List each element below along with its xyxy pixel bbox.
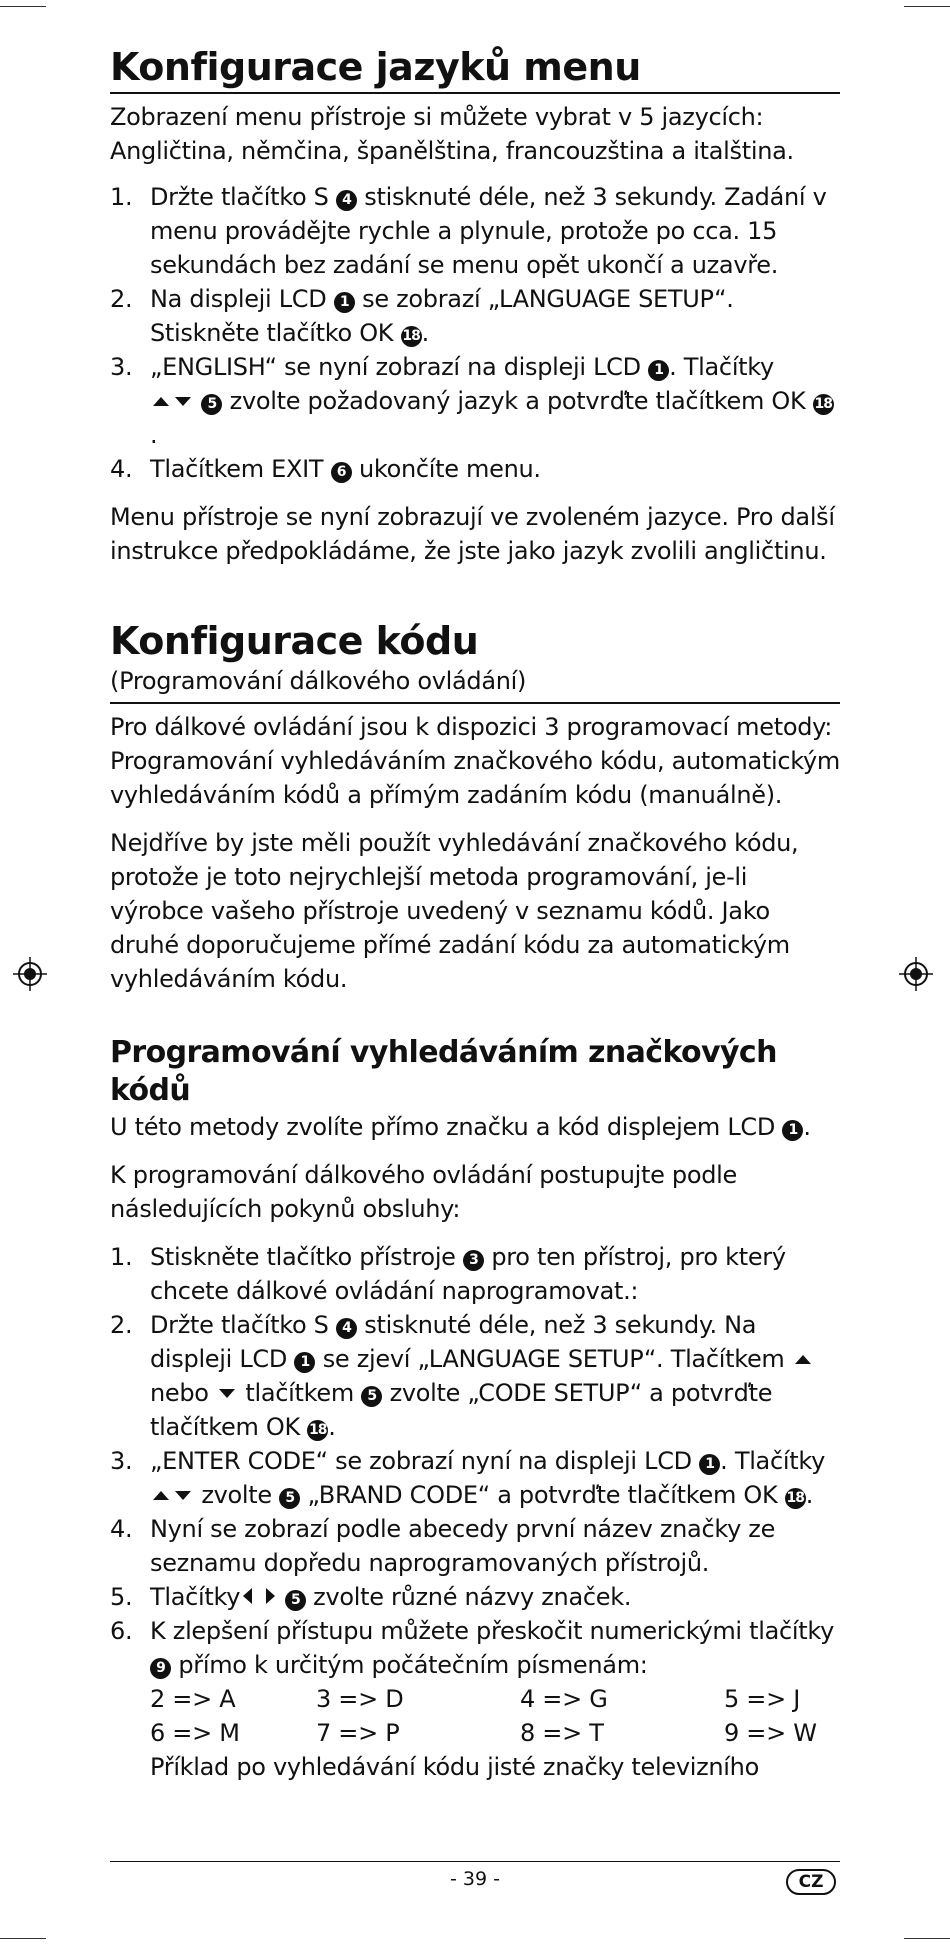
badge-icon: 6 (331, 462, 352, 483)
registration-mark-icon (13, 957, 47, 991)
badge-icon: 1 (334, 292, 355, 313)
list-item: 4. Tlačítkem EXIT 6 ukončíte menu. (110, 455, 541, 483)
badge-icon: 3 (463, 1250, 484, 1271)
crop-mark (0, 1938, 46, 1939)
arrow-down-icon (175, 1491, 191, 1500)
letter-code-row: 2 => A 3 => D 4 => G 5 => J (150, 1685, 801, 1713)
section-title-brand-search: Programování vyhledáváním značkových kódů (110, 1035, 777, 1108)
language-badge: CZ (786, 1869, 836, 1895)
badge-icon: 4 (336, 190, 357, 211)
list-item: 1. Stiskněte tlačítko přístroje 3 pro ten přístroj, pro který chcete dálkové ovládání naprogramovat.: (110, 1243, 786, 1305)
list-item: 3. „ENTER CODE“ se zobrazí nyní na displeji LCD 1 . Tlačítky zvolte 5 „BRAND CODE“ a potvrďte tlačítkem OK 18. (110, 1447, 825, 1509)
badge-icon: 5 (361, 1386, 382, 1407)
badge-icon: 18 (813, 394, 834, 415)
code-para-1: Pro dálkové ovládání jsou k dispozici 3 programovací metody: Programování vyhledáváním značkového kódu, automatickým vyhledáváním kódů a přímým zadáním kódu (manuálně). (110, 713, 841, 809)
badge-icon: 5 (285, 1590, 306, 1611)
code-para-2: Nejdříve by jste měli použít vyhledávání značkového kódu, protože je toto nejrychlejší metoda programování, je-li výrobce vašeho přístroje uvedený v seznamu kódů. Jako druhé doporučujeme přímé zadání kódu za automatickým vyhledáváním kódu. (110, 829, 799, 993)
list-item: 6. K zlepšení přístupu můžete přeskočit numerickými tlačítky 9 přímo k určitým počátečním písmenám: (110, 1617, 835, 1679)
section-title-language: Konfigurace jazyků menu (110, 45, 641, 89)
badge-icon: 18 (785, 1488, 806, 1509)
arrow-left-icon (243, 1588, 252, 1604)
arrow-up-icon (153, 397, 169, 406)
list-item: 3. „ENGLISH“ se nyní zobrazí na displeji LCD 1 . Tlačítky 5 zvolte požadovaný jazyk a potvrďte tlačítkem OK 18. (110, 353, 833, 449)
badge-icon: 4 (336, 1318, 357, 1339)
arrow-right-icon (266, 1588, 275, 1604)
badge-icon: 9 (150, 1658, 171, 1679)
brand-para: K programování dálkového ovládání postupujte podle následujících pokynů obsluhy: (110, 1161, 738, 1223)
badge-icon: 18 (401, 326, 422, 347)
language-intro: Zobrazení menu přístroje si můžete vybrat v 5 jazycích: Angličtina, němčina, španělština, francouzština a italština. (110, 103, 794, 165)
crop-mark (904, 6, 950, 7)
badge-icon: 1 (699, 1454, 720, 1475)
arrow-down-icon (175, 397, 191, 406)
section-title-code: Konfigurace kódu (110, 619, 479, 663)
list-item: 2. Držte tlačítko S 4 stisknuté déle, než 3 sekundy. Na displeji LCD 1 se zjeví „LANGUAGE SETUP“. Tlačítkem nebo tlačítkem 5 zvolte „CODE SETUP“ a potvrďte tlačítkem OK 18. (110, 1308, 840, 1444)
badge-icon: 1 (648, 360, 669, 381)
badge-icon: 18 (307, 1420, 328, 1441)
badge-icon: 5 (279, 1488, 300, 1509)
crop-mark (0, 6, 46, 7)
letter-code-row: 6 => M 7 => P 8 => T 9 => W (150, 1719, 817, 1747)
page-number: - 39 - (450, 1868, 500, 1890)
page-content (110, 0, 840, 1784)
crop-mark (904, 1938, 950, 1939)
example-text: Příklad po vyhledávání kódu jisté značky televizního (150, 1753, 759, 1781)
language-outro: Menu přístroje se nyní zobrazují ve zvoleném jazyce. Pro další instrukce předpokládáme, že jste jako jazyk zvolili angličtinu. (110, 503, 835, 565)
section-subtitle: (Programování dálkového ovládání) (110, 667, 527, 695)
brand-intro: U této metody zvolíte přímo značku a kód displejem LCD 1 . (110, 1113, 811, 1141)
list-item: 5. Tlačítky 5 zvolte různé názvy značek. (110, 1583, 632, 1611)
arrow-down-icon (219, 1389, 235, 1398)
list-item: 4. Nyní se zobrazí podle abecedy první název značky ze seznamu dopředu naprogramovaných přístrojů. (110, 1515, 776, 1577)
badge-icon: 1 (782, 1120, 803, 1141)
registration-mark-icon (899, 957, 933, 991)
arrow-up-icon (795, 1355, 811, 1364)
footer-rule (110, 1861, 840, 1862)
badge-icon: 5 (201, 394, 222, 415)
arrow-up-icon (153, 1491, 169, 1500)
list-item: 2. Na displeji LCD 1 se zobrazí „LANGUAGE SETUP“. Stiskněte tlačítko OK 18. (110, 285, 734, 347)
badge-icon: 1 (294, 1352, 315, 1373)
list-item: 1. Držte tlačítko S 4 stisknuté déle, než 3 sekundy. Zadání v menu provádějte rychle a plynule, protože po cca. 15 sekundách bez zadání se menu opět ukončí a uzavře. (110, 183, 827, 279)
